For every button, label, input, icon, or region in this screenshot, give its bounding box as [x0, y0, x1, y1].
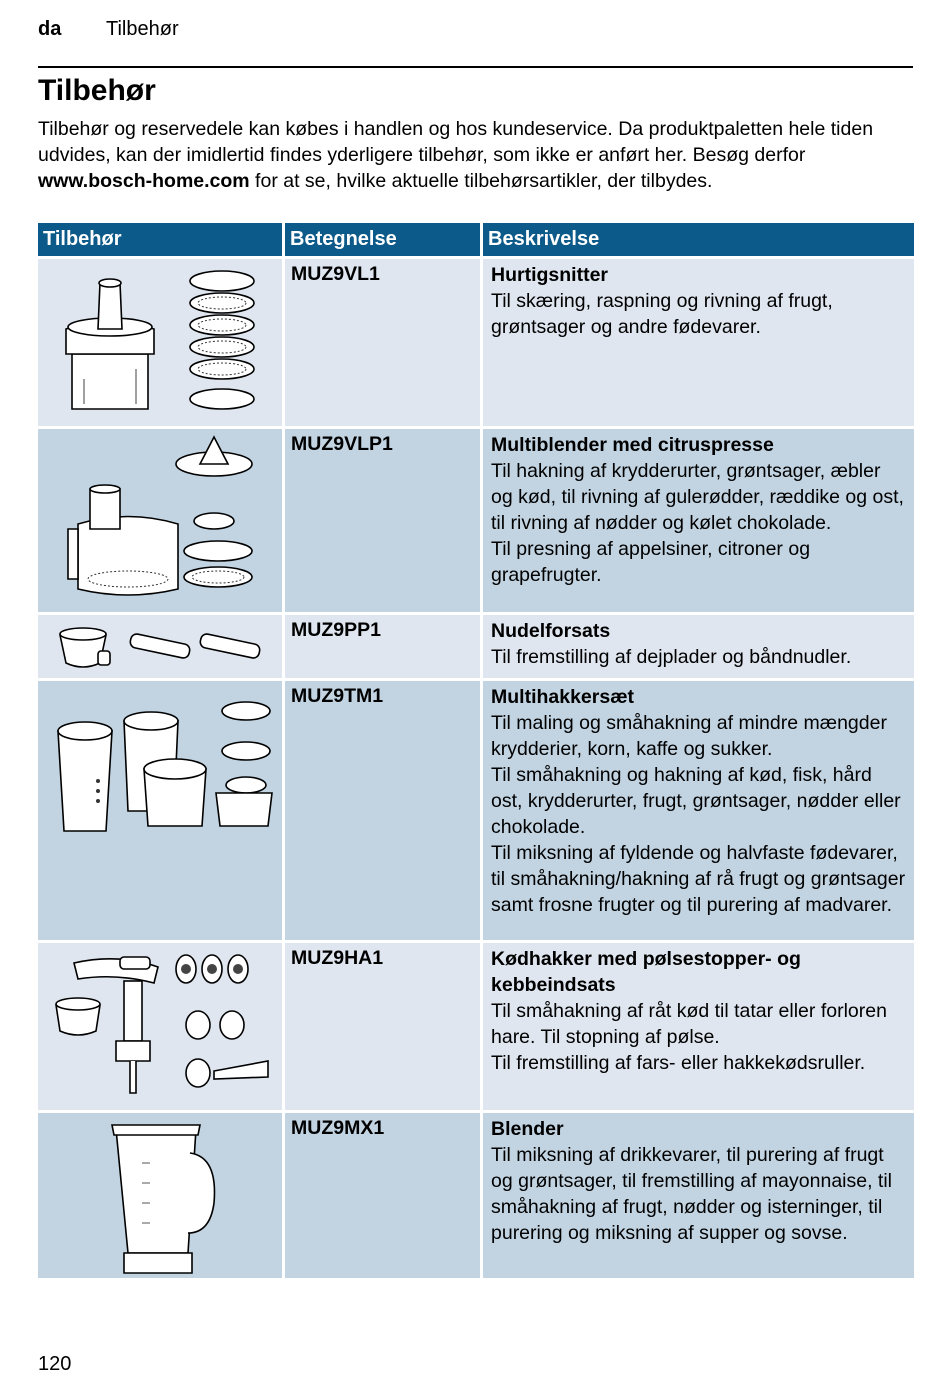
designation-cell: MUZ9TM1 — [282, 678, 480, 940]
description-line: Til maling og småhakning af mindre mængder krydderier, korn, kaffe og sukker. — [491, 712, 887, 760]
description-line: Til småhakning og hakning af kød, fisk, hård ost, krydderurter, frugt, grøntsager, nødder eller chokolade. — [491, 764, 901, 838]
accessory-name: Kødhakker med pølsestopper- og kebbeindsats — [491, 948, 801, 996]
multi-chopper-set-icon — [38, 681, 282, 940]
accessory-image-cell — [38, 256, 282, 426]
table-row — [38, 1110, 914, 1278]
website-link[interactable]: www.bosch-home.com — [38, 170, 250, 192]
description-line: Til miksning af drikkevarer, til purering af frugt og grøntsager, til fremstilling af mayonnaise, til småhakning af frugt, nødder og isterninger, til purering og miksning af supper og sovse. — [491, 1144, 893, 1244]
designation-cell: MUZ9VL1 — [282, 256, 480, 426]
accessory-image-cell — [38, 1110, 282, 1278]
pasta-attachment-icon — [38, 615, 282, 678]
description-line: Til presning af appelsiner, citroner og grapefrugter. — [491, 538, 811, 586]
intro-text-2: for at se, hvilke aktuelle tilbehørsartikler, der tilbydes. — [249, 170, 713, 192]
designation-cell: MUZ9HA1 — [282, 940, 480, 1110]
intro-paragraph — [38, 116, 908, 194]
table-header-row — [38, 223, 914, 256]
column-header-description: Beskrivelse — [480, 223, 914, 256]
accessory-name: Blender — [491, 1118, 564, 1140]
section-name: Tilbehør — [106, 18, 179, 40]
column-header-designation: Betegnelse — [282, 223, 480, 256]
meat-grinder-icon — [38, 943, 282, 1110]
accessory-image-cell — [38, 426, 282, 612]
page-header — [38, 18, 179, 41]
table-row — [38, 426, 914, 612]
accessory-name: Nudelforsats — [491, 620, 611, 642]
accessories-table — [38, 223, 914, 1278]
description-cell — [480, 678, 914, 940]
accessory-name: Multihakkersæt — [491, 686, 635, 708]
description-cell — [480, 426, 914, 612]
description-line: Til fremstilling af fars- eller hakkekødsruller. — [491, 1052, 866, 1074]
description-line: Til skæring, raspning og rivning af frugt, grøntsager og andre fødevarer. — [491, 290, 833, 338]
description-cell — [480, 612, 914, 678]
description-line: Til småhakning af råt kød til tatar eller forloren hare. Til stopning af pølse. — [491, 1000, 887, 1048]
designation-cell: MUZ9MX1 — [282, 1110, 480, 1278]
description-cell — [480, 940, 914, 1110]
description-cell — [480, 256, 914, 426]
table-row — [38, 612, 914, 678]
accessory-name: Hurtigsnitter — [491, 264, 608, 286]
blender-icon — [38, 1113, 282, 1278]
header-divider — [38, 66, 913, 68]
designation-cell: MUZ9PP1 — [282, 612, 480, 678]
multiblender-icon — [38, 429, 282, 612]
accessory-image-cell — [38, 678, 282, 940]
accessory-image-cell — [38, 940, 282, 1110]
table-row — [38, 256, 914, 426]
language-code: da — [38, 18, 62, 40]
page-title: Tilbehør — [38, 74, 156, 107]
accessory-name: Multiblender med citruspresse — [491, 434, 774, 456]
designation-cell: MUZ9VLP1 — [282, 426, 480, 612]
description-line: Til miksning af fyldende og halvfaste fødevarer, til småhakning/hakning af rå frugt og grøntsager samt frosne frugter og til purering af madvarer. — [491, 842, 906, 916]
page-number: 120 — [38, 1353, 72, 1375]
table-row — [38, 678, 914, 940]
column-header-accessory: Tilbehør — [38, 223, 282, 256]
intro-text-1: Tilbehør og reservedele kan købes i handlen og hos kundeservice. Da produktpaletten hele tiden udvides, kan der imidlertid findes yderligere tilbehør, som ikke er anført her. Besøg derfor — [38, 118, 874, 166]
table-row — [38, 940, 914, 1110]
accessory-image-cell — [38, 612, 282, 678]
description-line: Til fremstilling af dejplader og båndnudler. — [491, 646, 852, 668]
fast-slicer-icon — [38, 259, 282, 426]
description-line: Til hakning af krydderurter, grøntsager, æbler og kød, til rivning af gulerødder, ræddike og ost, til rivning af nødder og kølet chokolade. — [491, 460, 904, 534]
description-cell — [480, 1110, 914, 1278]
